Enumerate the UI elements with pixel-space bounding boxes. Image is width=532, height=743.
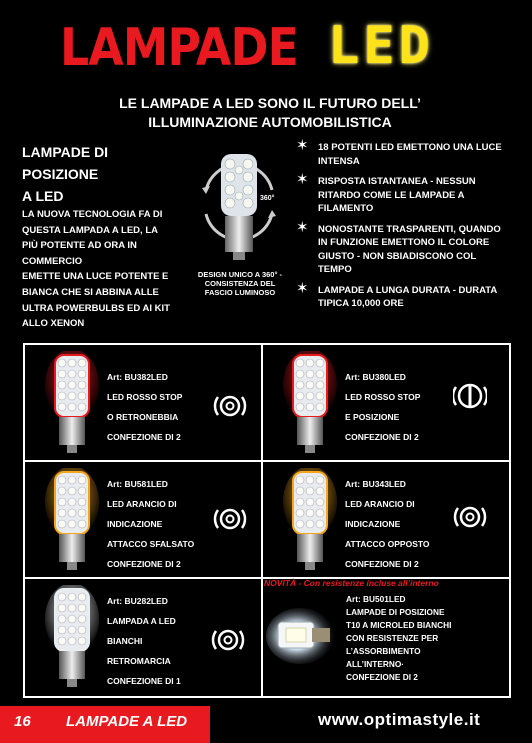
led-chip: [296, 403, 304, 411]
feature-item: [296, 218, 511, 277]
star-bullet-icon: ✶: [296, 137, 309, 154]
led-chip: [58, 392, 66, 400]
product-code: Art: BU282LED: [107, 596, 168, 606]
red-led-bulb-image: [45, 351, 99, 455]
position-lights-symbol-icon: [453, 379, 487, 413]
bulb-contact: [67, 679, 77, 687]
title-led: LED: [328, 16, 434, 76]
product-cell: [25, 462, 261, 577]
led-chip: [68, 520, 76, 528]
product-line: CON RESISTENZE PER: [346, 633, 439, 643]
feature-line: GIUSTO - NON SBIADISCONO COL: [318, 250, 477, 262]
led-chip: [316, 381, 324, 389]
subtitle: [40, 94, 500, 132]
led-chip: [58, 359, 66, 367]
star-bullet-icon: ✶: [296, 171, 309, 188]
badge-360: 360°: [260, 195, 275, 202]
product-line: INDICAZIONE: [345, 519, 401, 529]
feature-item: [296, 137, 511, 168]
led-chip: [316, 359, 324, 367]
bulb-contact: [305, 445, 315, 453]
product-line: LED ROSSO STOP: [107, 392, 183, 402]
led-chip: [316, 392, 324, 400]
led-bulb-360-image: [198, 150, 280, 262]
product-text: [107, 367, 182, 447]
led-chip: [58, 615, 66, 623]
posizione-description: [22, 207, 198, 332]
t10-microled-bulb-image: [264, 606, 334, 668]
led-chip: [296, 476, 304, 484]
led-chip: [58, 509, 66, 517]
led-chip: [296, 359, 304, 367]
led-chip: [78, 381, 86, 389]
led-chip: [316, 487, 324, 495]
led-chip: [68, 392, 76, 400]
product-code: Art: BU343LED: [345, 479, 406, 489]
bu501-text: [346, 593, 451, 684]
led-chip: [68, 615, 76, 623]
led-chip: [316, 520, 324, 528]
led-chip: [78, 498, 86, 506]
led-chip: [58, 498, 66, 506]
led-chip: [68, 637, 76, 645]
title-lampade: LAMPADE: [60, 18, 298, 78]
bulb-contact: [67, 562, 77, 570]
led-chip: [68, 381, 76, 389]
led-chip: [68, 370, 76, 378]
led-chip: [306, 403, 314, 411]
feature-list: [296, 137, 511, 318]
posizione-heading: [22, 141, 192, 207]
caption-line: FASCIO LUMINOSO: [204, 288, 276, 297]
product-cell: [263, 462, 509, 577]
product-code: Art: BU382LED: [107, 372, 168, 382]
orange-led-bulb-image: [45, 468, 99, 572]
led-chip: [58, 626, 66, 634]
led-chip: [78, 487, 86, 495]
led-chip: [306, 392, 314, 400]
product-line: CONFEZIONE DI 2: [345, 432, 419, 442]
feature-line: TIPICA 10,000 ORE: [318, 298, 404, 309]
description-line: ALLO XENON: [22, 318, 85, 330]
product-line: T10 A MICROLED BIANCHI: [346, 620, 452, 630]
novita-banner: NOVITÀ - Con resistenze incluse all’interno: [264, 578, 439, 588]
feature-line: IN FUNZIONE EMETTONO IL COLORE: [318, 237, 490, 248]
led-chip: [306, 476, 314, 484]
feature-line: TEMPO: [318, 264, 352, 275]
product-line: CONFEZIONE DI 2: [346, 672, 418, 682]
subtitle-line: LE LAMPADE A LED SONO IL FUTURO DELL’: [119, 95, 421, 111]
bulb-base: [59, 417, 85, 445]
led-chip: [68, 403, 76, 411]
led-chip: [68, 626, 76, 634]
product-line: BIANCHI: [107, 636, 143, 646]
feature-line: RISPOSTA ISTANTANEA - NESSUN: [318, 176, 476, 187]
description-line: ULTRA POWERBULBS ED AI KIT: [22, 302, 170, 314]
star-bullet-icon: ✶: [296, 279, 309, 297]
led-chip: [306, 509, 314, 517]
product-cell: [263, 345, 509, 460]
led-chip: [78, 392, 86, 400]
led-chip: [296, 487, 304, 495]
feature-line: FILAMENTO: [318, 203, 374, 214]
white-led-bulb-image: [45, 585, 99, 689]
product-line: INDICAZIONE: [107, 519, 163, 529]
product-line: E POSIZIONE: [345, 412, 400, 422]
product-line: CONFEZIONE DI 1: [107, 676, 181, 686]
led-chip: [58, 637, 66, 645]
led-chip: [68, 498, 76, 506]
product-line: ATTACCO SFALSATO: [107, 539, 195, 549]
led-chip: [58, 370, 66, 378]
description-line: LA NUOVA TECNOLOGIA FA DI: [22, 209, 163, 220]
led-chip: [316, 476, 324, 484]
product-line: LED ROSSO STOP: [345, 392, 421, 402]
bulb-base: [297, 534, 323, 562]
feature-line: INTENSA: [318, 155, 360, 167]
product-line: L’ASSORBIMENTO: [346, 646, 421, 656]
stop-fog-symbol-icon: [213, 389, 247, 423]
product-cell: [25, 345, 261, 460]
caption-line: CONSISTENZA DEL: [204, 279, 276, 288]
led-chip: [78, 509, 86, 517]
led-chip: [316, 370, 324, 378]
description-line: PIÙ POTENTE AD ORA IN: [22, 240, 137, 252]
product-line: LAMPADE DI POSIZIONE: [346, 607, 445, 617]
led-chip: [68, 487, 76, 495]
feature-line: RITARDO COME LE LAMPADE A: [318, 189, 465, 201]
product-text: [107, 591, 181, 691]
led-chip: [68, 476, 76, 484]
feature-line: LAMPADE A LUNGA DURATA - DURATA: [318, 284, 498, 296]
led-chip: [68, 359, 76, 367]
hero-caption: [190, 270, 290, 297]
subtitle-line: ILLUMINAZIONE AUTOMOBILISTICA: [148, 114, 392, 130]
led-chip: [68, 509, 76, 517]
product-text: [345, 367, 420, 447]
led-chip: [306, 520, 314, 528]
led-chip: [58, 487, 66, 495]
website-link[interactable]: www.optimastyle.it: [318, 710, 481, 729]
led-chip: [78, 370, 86, 378]
orange-led-bulb-image: [283, 468, 337, 572]
led-chip: [306, 498, 314, 506]
led-chip: [78, 403, 86, 411]
product-code: Art: BU501LED: [346, 594, 406, 604]
product-cell: [25, 579, 261, 696]
bulb-contact: [67, 445, 77, 453]
description-line: EMETTE UNA LUCE POTENTE E: [22, 271, 169, 283]
header: [0, 0, 532, 92]
description-line: COMMERCIO: [22, 255, 83, 267]
led-chip: [68, 593, 76, 601]
product-line: RETROMARCIA: [107, 656, 171, 666]
indicator-symbol-icon: [213, 502, 247, 536]
led-chip: [296, 520, 304, 528]
red-led-bulb-image: [283, 351, 337, 455]
product-line: LAMPADA A LED: [107, 616, 176, 626]
product-line: LED ARANCIO DI: [107, 499, 177, 509]
led-chip: [58, 520, 66, 528]
feature-line: NONOSTANTE TRASPARENTI, QUANDO: [318, 223, 501, 235]
product-line: CONFEZIONE DI 2: [107, 559, 181, 569]
led-chip: [78, 520, 86, 528]
led-chip: [58, 476, 66, 484]
bulb-base: [59, 534, 85, 562]
led-chip: [306, 381, 314, 389]
feature-item: [296, 171, 511, 216]
led-chip: [296, 509, 304, 517]
bulb-contact: [305, 562, 315, 570]
led-chip: [296, 498, 304, 506]
feature-line: 18 POTENTI LED EMETTONO UNA LUCE: [318, 142, 502, 153]
bulb-base: [297, 417, 323, 445]
led-chip: [58, 593, 66, 601]
posizione-heading-line: POSIZIONE: [22, 166, 99, 182]
led-chip: [296, 381, 304, 389]
led-chip: [306, 370, 314, 378]
product-line: O RETRONEBBIA: [107, 412, 179, 422]
posizione-heading-line: LAMPADE DI: [22, 144, 109, 160]
bulb-base: [59, 651, 85, 679]
led-chip: [78, 476, 86, 484]
led-chip: [78, 626, 86, 634]
led-chip: [78, 359, 86, 367]
feature-item: [296, 279, 511, 311]
led-chip: [306, 487, 314, 495]
reverse-light-symbol-icon: [211, 623, 245, 657]
led-chip: [316, 498, 324, 506]
led-chip: [58, 604, 66, 612]
product-text: [345, 474, 430, 574]
star-bullet-icon: ✶: [296, 218, 309, 236]
led-chip: [78, 637, 86, 645]
led-chip: [316, 403, 324, 411]
description-line: QUESTA LAMPADA A LED, LA: [22, 224, 158, 236]
product-text: [107, 474, 194, 574]
caption-line: DESIGN UNICO A 360° -: [197, 270, 283, 279]
led-chip: [78, 604, 86, 612]
product-code: Art: BU380LED: [345, 372, 406, 382]
product-line: ATTACCO OPPOSTO: [345, 539, 430, 549]
led-chip: [306, 359, 314, 367]
led-chip: [58, 381, 66, 389]
led-chip: [296, 370, 304, 378]
footer-section-title: LAMPADE A LED: [66, 713, 188, 730]
led-chip: [68, 604, 76, 612]
led-chip: [78, 615, 86, 623]
description-line: BIANCA CHE SI ABBINA ALLE: [22, 286, 159, 298]
led-chip: [58, 403, 66, 411]
product-line: ALL’INTERNO·: [346, 659, 405, 669]
posizione-heading-line: A LED: [22, 188, 64, 204]
indicator-symbol-icon: [453, 500, 487, 534]
product-line: CONFEZIONE DI 2: [345, 559, 419, 569]
product-code: Art: BU581LED: [107, 479, 168, 489]
led-chip: [296, 392, 304, 400]
product-line: CONFEZIONE DI 2: [107, 432, 181, 442]
led-chip: [78, 593, 86, 601]
product-line: LED ARANCIO DI: [345, 499, 415, 509]
page-number: 16: [14, 713, 31, 730]
led-chip: [316, 509, 324, 517]
